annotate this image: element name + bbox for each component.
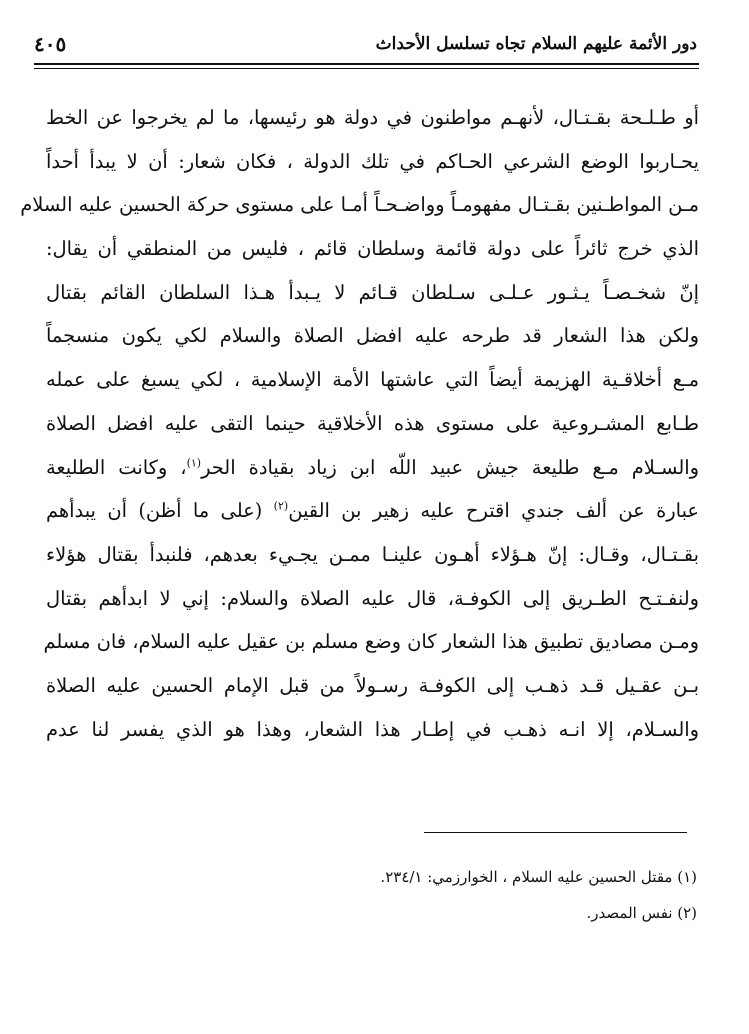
header-rule-thin [34,68,699,69]
footnote-1: (١) مقتل الحسين عليه السلام ، الخوارزمي: ٢٣٤/١. [380,868,697,886]
text-line: طـابع المشـروعية على مستوى هذه الأخلاقية حينما التقى عليه افضل الصلاة [46,411,699,435]
text-line: أو طـلـحة بقـتـال، لأنهـم مواطنون في دولة هو رئيسها، ما لم يخرجوا عن الخط [46,106,699,129]
text-line-part: عبارة عن ألف جندي اقترح عليه زهير بن القين$^{(٢)}$ (على ما أظن) أن يبدأهم [46,499,699,523]
text-line: يحـاربوا الوضع الشرعي الحـاكم في تلك الدولة ، فكان شعار: أن لا يبدأ أحداً [46,149,699,173]
text-line: ولنفـتـح الطـريق إلى الكوفـة، قال عليه الصلاة والسلام: إني لا ابدأهم بقتال [46,586,699,610]
text-line: بقـتـال، وقـال: إنّ هـؤلاء أهـون علينـا ممـن يجـيء بعدهم، فلنبدأ بقتال هؤلاء [46,542,699,566]
text-line-with-footnote-2 [46,489,699,533]
header-rule-thick [34,63,699,65]
body-text [20,96,699,751]
text-line: الذي خرج ثائراً على دولة قائمة وسلطان قائم ، فليس من المنطقي أن يقال: [46,237,699,261]
text-line: والسـلام، إلا انـه ذهـب في إطـار هذا الشعار، وهذا هو الذي يفسر لنا عدم [46,717,699,741]
footnote-divider [424,832,687,833]
running-header [34,26,697,62]
page-number: ٤٠٥ [34,32,67,56]
footnotes [380,866,697,938]
text-line: مـن المواطـنين بقـتـال مفهومـاً وواضـحـاً أمـا على مستوى حركة الحسين عليه السلام [20,193,699,217]
footnote-2: (٢) نفس المصدر. [586,904,697,922]
text-line: بـن عقـيل قـد ذهـب إلى الكوفـة رسـولاً من قبل الإمام الحسين عليه الصلاة [46,673,699,697]
footnote-mark: (٢) [273,499,289,513]
text-line: إنّ شخـصـاً يـثـور عـلـى سـلطان قـائم لا يـبدأ هـذا السلطان القائم بقتال [46,280,699,304]
text-line-part: والسـلام مـع طليعة جيش عبيد اللّه ابن زياد بقيادة الحر$^{(١)}$، وكانت الطليعة [46,455,699,479]
text-line: ولكن هذا الشعار قد طرحه عليه افضل الصلاة والسلام لكي يكون منسجماً [46,324,699,348]
text-line: ومـن مصاديق تطبيق هذا الشعار كان وضع مسلم بن عقيل عليه السلام، فان مسلم [43,630,699,654]
text-line-with-footnote-1 [46,446,699,490]
text-line: مـع أخلاقـية الهزيمة أيضاً التي عاشتها الأمة الإسلامية ، لكي يسبغ على عمله [46,368,699,392]
chapter-title: دور الأئمة عليهم السلام تجاه تسلسل الأحداث [375,34,697,54]
footnote-mark: (١) [186,456,202,470]
